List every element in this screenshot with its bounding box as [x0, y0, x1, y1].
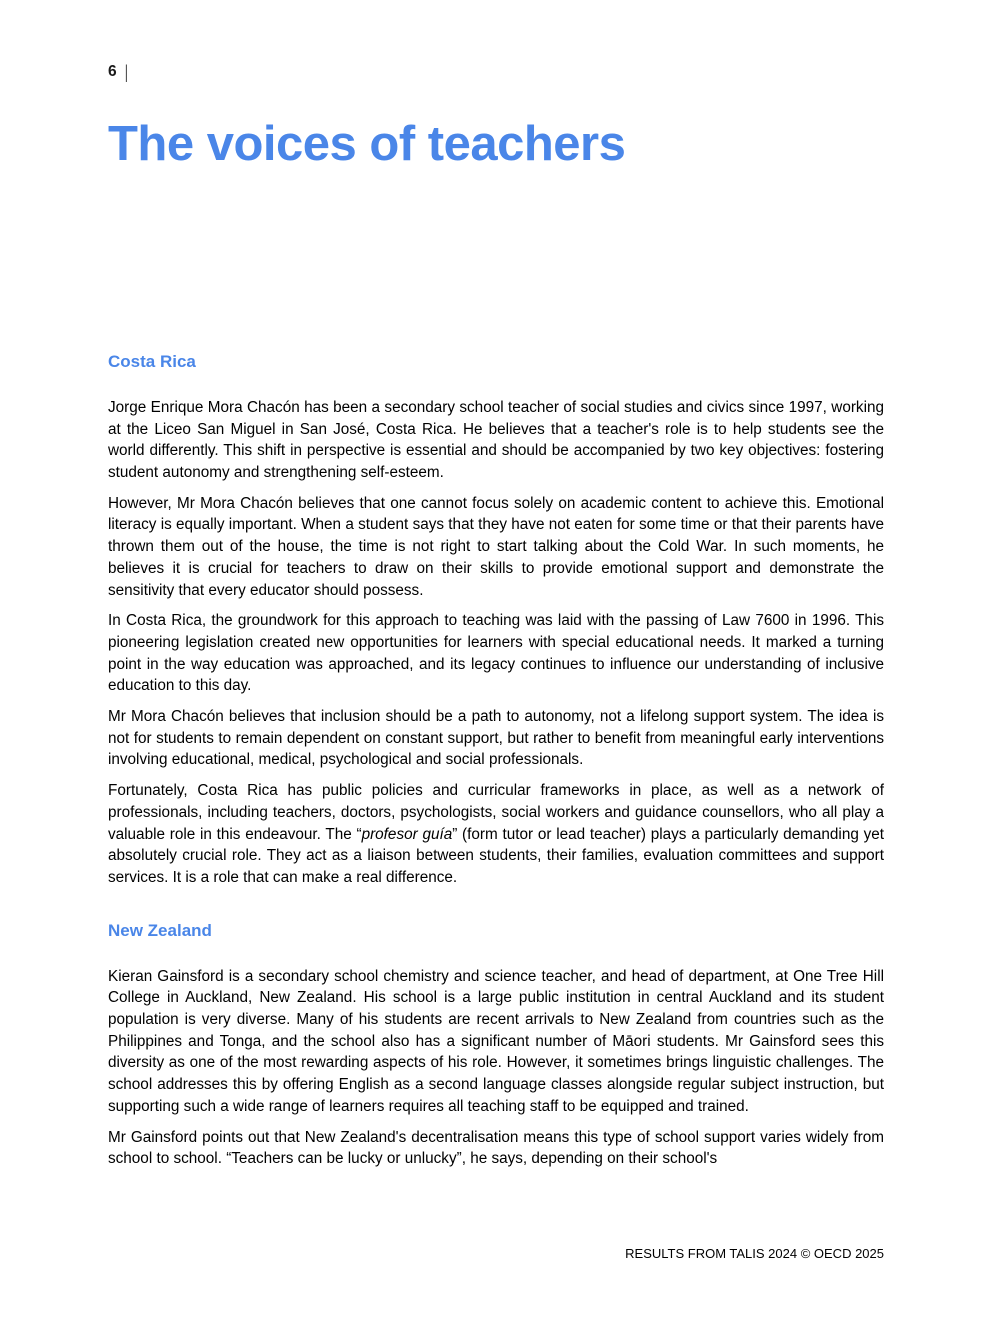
paragraph-costa-rica-5: Fortunately, Costa Rica has public policies and curricular frameworks in place, as well as a network of professionals, including teachers, doctors, psychologists, social workers and guidance counsellors, who all play a valuable role in this endeavour. The “profesor guía” (form tutor or lead teacher) plays a particularly demanding yet absolutely crucial role. They act as a liaison between students, their families, evaluation committees and support services. It is a role that can make a real difference.	[108, 782, 885, 886]
page-number: 6	[108, 63, 117, 80]
section-heading-new-zealand: New Zealand	[108, 920, 212, 940]
paragraph-costa-rica-2: However, Mr Mora Chacón believes that one cannot focus solely on academic content to achieve this. Emotional literacy is equally important. When a student says that they have not eaten for some time or that their parents have thrown them out of the house, the time is not right to start talking about the Cold War. In such moments, he believes it is crucial for teachers to draw on their skills to provide emotional support and demonstrate the sensitivity that every educator should possess.	[108, 494, 884, 599]
paragraph-costa-rica-3: In Costa Rica, the groundwork for this approach to teaching was laid with the passing of Law 7600 in 1996. This pioneering legislation created new opportunities for learners with special educational needs. It marked a turning point in the way education was approached, and its legacy continues to influence our understanding of inclusive education to this day.	[108, 612, 884, 695]
page-header	[108, 62, 884, 82]
page-number-separator: |	[124, 61, 128, 82]
section-heading-costa-rica: Costa Rica	[108, 351, 196, 371]
paragraph-costa-rica-1: Jorge Enrique Mora Chacón has been a secondary school teacher of social studies and civics since 1997, working at the Liceo San Miguel in San José, Costa Rica. He believes that a teacher's role is to help students see the world differently. This shift in perspective is essential and should be accompanied by two key objectives: fostering student autonomy and strengthening self-esteem.	[108, 398, 884, 482]
section-new-zealand	[108, 920, 884, 1170]
page-footer: RESULTS FROM TALIS 2024 © OECD 2025	[625, 1246, 884, 1261]
paragraph-new-zealand-1: Kieran Gainsford is a secondary school chemistry and science teacher, and head of department, at One Tree Hill College in Auckland, New Zealand. His school is a large public institution in central Auckland and its student population is very diverse. Many of his students are recent arrivals to New Zealand from countries such as the Philippines and Tonga, and the school also has a significant number of Māori students. Mr Gainsford sees this diversity as one of the most rewarding aspects of his role. However, it sometimes brings linguistic challenges. The school addresses this by offering English as a second language classes alongside regular subject instruction, but supporting such a wide range of learners requires all teaching staff to be equipped and trained.	[108, 967, 884, 1115]
paragraph-costa-rica-4: Mr Mora Chacón believes that inclusion should be a path to autonomy, not a lifelong support system. The idea is not for students to remain dependent on constant support, but rather to benefit from meaningful early interventions involving educational, medical, psychological and social professionals.	[108, 708, 884, 769]
paragraph-new-zealand-2: Mr Gainsford points out that New Zealand's decentralisation means this type of school support varies widely from school to school. “Teachers can be lucky or unlucky”, he says, depending on their school's	[108, 1128, 884, 1168]
section-costa-rica	[108, 351, 884, 889]
page-title: The voices of teachers	[108, 117, 626, 171]
